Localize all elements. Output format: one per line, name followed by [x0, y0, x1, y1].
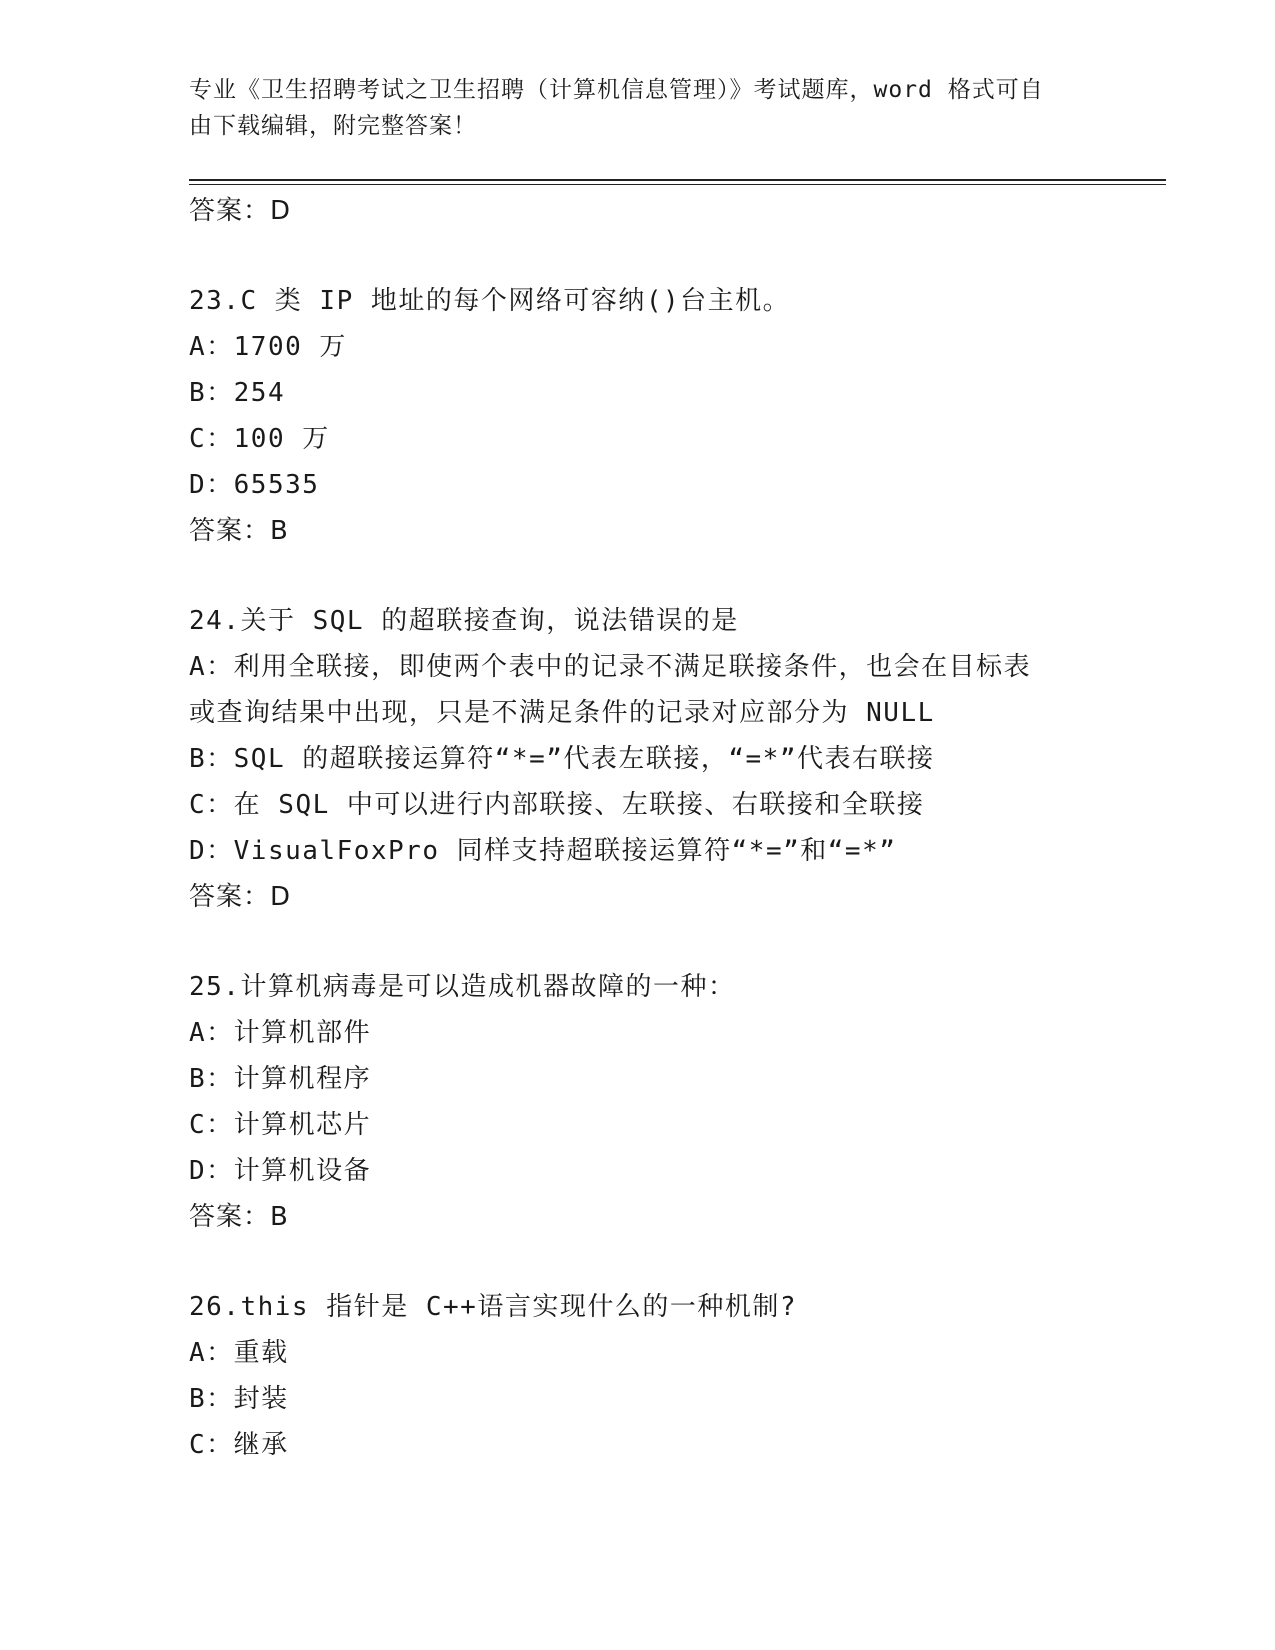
option-line: A：利用全联接，即使两个表中的记录不满足联接条件，也会在目标表 [189, 652, 1032, 682]
option-line: B：254 [189, 378, 286, 408]
option-line: B：封装 [189, 1384, 289, 1414]
option-line: 或查询结果中出现，只是不满足条件的记录对应部分为 NULL [189, 698, 935, 728]
option-line: A：1700 万 [189, 332, 347, 362]
answer-line: 答案：B [189, 516, 289, 546]
question-text: 26.this 指针是 C++语言实现什么的一种机制? [189, 1292, 797, 1322]
answer-line: 答案：D [189, 196, 292, 226]
option-line: B：SQL 的超联接运算符“*=”代表左联接，“=*”代表右联接 [189, 744, 935, 774]
option-line: C：计算机芯片 [189, 1110, 372, 1140]
header-divider [189, 179, 1166, 181]
document-header [189, 72, 1069, 144]
option-line: C：继承 [189, 1430, 289, 1460]
answer-line: 答案：D [189, 882, 292, 912]
question-item [189, 1284, 1089, 1468]
question-text: 23.C 类 IP 地址的每个网络可容纳()台主机。 [189, 286, 791, 316]
option-line: A：重载 [189, 1338, 289, 1368]
option-line: D：65535 [189, 470, 320, 500]
header-line: 专业《卫生招聘考试之卫生招聘（计算机信息管理）》考试题库，word 格式可自 [189, 77, 1044, 103]
question-item [189, 964, 1089, 1240]
option-line: C：在 SQL 中可以进行内部联接、左联接、右联接和全联接 [189, 790, 925, 820]
option-line: C：100 万 [189, 424, 330, 454]
header-divider-thin [189, 184, 1166, 185]
option-line: D：VisualFoxPro 同样支持超联接运算符“*=”和“=*” [189, 836, 897, 866]
header-line: 由下载编辑，附完整答案！ [189, 113, 477, 139]
option-line: B：计算机程序 [189, 1064, 372, 1094]
question-list [189, 188, 1089, 1468]
question-text: 24.关于 SQL 的超联接查询，说法错误的是 [189, 606, 739, 636]
question-item [189, 278, 1089, 554]
question-text: 25.计算机病毒是可以造成机器故障的一种： [189, 972, 736, 1002]
option-line: A：计算机部件 [189, 1018, 372, 1048]
answer-line: 答案：B [189, 1202, 289, 1232]
question-item [189, 598, 1089, 920]
option-line: D：计算机设备 [189, 1156, 372, 1186]
